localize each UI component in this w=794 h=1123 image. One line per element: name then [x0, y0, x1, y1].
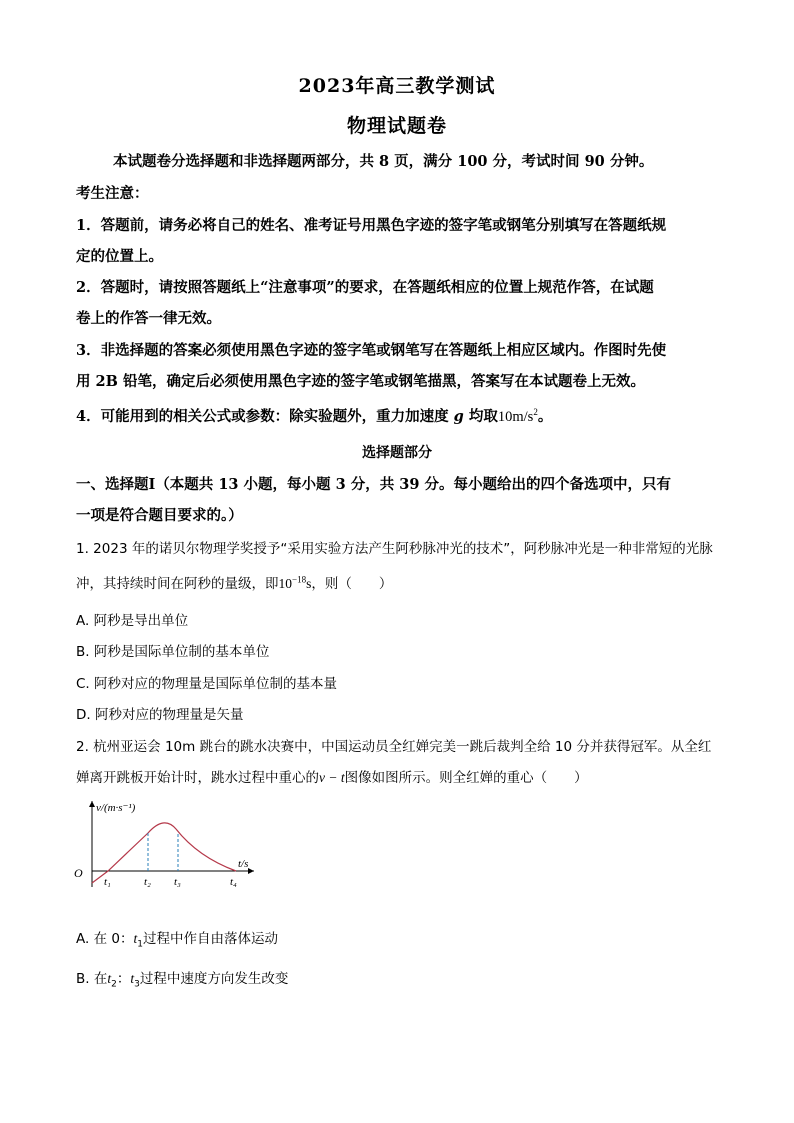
- q2-option-a-t: t: [133, 931, 138, 946]
- q1-power-exp: −18: [292, 574, 307, 585]
- notice-item-4: [76, 405, 552, 426]
- part1-line-1: 一、选择题Ⅰ（本题共 13 小题，每小题 3 分，共 39 分。每小题给出的四个备选项中，只有: [76, 476, 672, 493]
- q2-option-a: [76, 927, 278, 950]
- vt-graph: [68, 795, 268, 895]
- notice-item-4-end: 。: [537, 408, 553, 425]
- tick-t3: t₃: [174, 876, 181, 888]
- notice-item-3-line-1: 3．非选择题的答案必须使用黑色字迹的签字笔或钢笔写在答题纸上相应区域内。作图时先使: [76, 342, 667, 359]
- q2-option-b-sub2: 3: [134, 979, 140, 990]
- section-heading: 选择题部分: [362, 445, 432, 461]
- q1-option-b: B. 阿秒是国际单位制的基本单位: [76, 644, 270, 660]
- gravity-symbol: g: [453, 408, 464, 425]
- notice-item-2-line-1: 2．答题时，请按照答题纸上“注意事项”的要求，在答题纸相应的位置上规范作答，在试题: [76, 279, 654, 296]
- gravity-exponent: 2: [533, 407, 538, 418]
- page-subtitle: 物理试题卷: [346, 115, 447, 137]
- intro-text: 本试题卷分选择题和非选择题两部分，共 8 页，满分 100 分，考试时间 90 分钟。: [113, 153, 654, 170]
- q2-option-b-suffix: 过程中速度方向发生改变: [139, 971, 289, 987]
- q2-line-1: 2. 杭州亚运会 10m 跳台的跳水决赛中，中国运动员全红婵完美一跳后裁判全给 10 分并获得冠军。从全红: [76, 739, 712, 755]
- notice-item-3-line-2: 用 2B 铅笔，确定后必须使用黑色字迹的签字笔或钢笔描黑，答案写在本试题卷上无效。: [76, 373, 645, 390]
- q2-option-b-t2: t: [130, 971, 135, 986]
- part1-line-2: 一项是符合题目要求的。）: [76, 507, 243, 524]
- q2-option-b: [76, 967, 288, 990]
- gravity-value: 10m/s: [497, 409, 534, 425]
- q2-option-a-suffix: 过程中作自由落体运动: [142, 931, 278, 947]
- q1-power-base: 10: [278, 576, 292, 591]
- q2-option-b-t1: t: [107, 971, 112, 986]
- q2-line-2: [76, 766, 588, 786]
- tick-t1: t₁: [104, 876, 111, 888]
- q2-vt-symbol: v − t: [319, 770, 345, 785]
- notice-item-1-line-2: 定的位置上。: [76, 248, 163, 265]
- y-axis-label: v/(m·s⁻¹): [96, 802, 136, 814]
- q1-line-2-suffix: ，则（ ）: [311, 576, 393, 592]
- x-axis-label: t/s: [238, 858, 249, 870]
- q1-option-c: C. 阿秒对应的物理量是国际单位制的基本量: [76, 676, 338, 692]
- notice-item-4-mid: 均取: [468, 408, 498, 425]
- origin-label: O: [74, 866, 83, 880]
- q2-line-2-suffix: 图像如图所示。则全红婵的重心（ ）: [344, 770, 588, 786]
- q1-option-a: A. 阿秒是导出单位: [76, 613, 189, 629]
- q1-option-d: D. 阿秒对应的物理量是矢量: [76, 707, 244, 723]
- q1-unit: s: [306, 576, 312, 591]
- tick-t4: t₄: [230, 876, 237, 888]
- notice-item-2-line-2: 卷上的作答一律无效。: [76, 310, 221, 327]
- velocity-curve: [92, 823, 236, 883]
- q2-option-a-sub: 1: [137, 939, 143, 950]
- q1-line-1: 1. 2023 年的诺贝尔物理学奖授予“采用实验方法产生阿秒脉冲光的技术”，阿秒脉冲光是一种非常短的光脉: [76, 541, 713, 557]
- notice-heading: 考生注意：: [76, 185, 149, 202]
- q2-option-b-sub1: 2: [111, 979, 117, 990]
- q2-option-b-sep: ：: [116, 971, 131, 987]
- notice-item-4-prefix: 4．可能用到的相关公式或参数：除实验题外，重力加速度: [76, 408, 449, 425]
- tick-t2: t₂: [144, 876, 151, 888]
- q2-option-a-prefix: A. 在 0：: [76, 931, 134, 947]
- q1-line-2: [76, 572, 392, 592]
- page-title: 2023年高三教学测试: [298, 75, 496, 97]
- q1-line-2-prefix: 冲，其持续时间在阿秒的量级，即: [76, 576, 279, 592]
- q2-line-2-prefix: 婵离开跳板开始计时，跳水过程中重心的: [76, 770, 319, 786]
- notice-item-1-line-1: 1．答题前，请务必将自己的姓名、准考证号用黑色字迹的签字笔或钢笔分别填写在答题纸规: [76, 217, 667, 234]
- q2-option-b-prefix: B. 在: [76, 971, 108, 987]
